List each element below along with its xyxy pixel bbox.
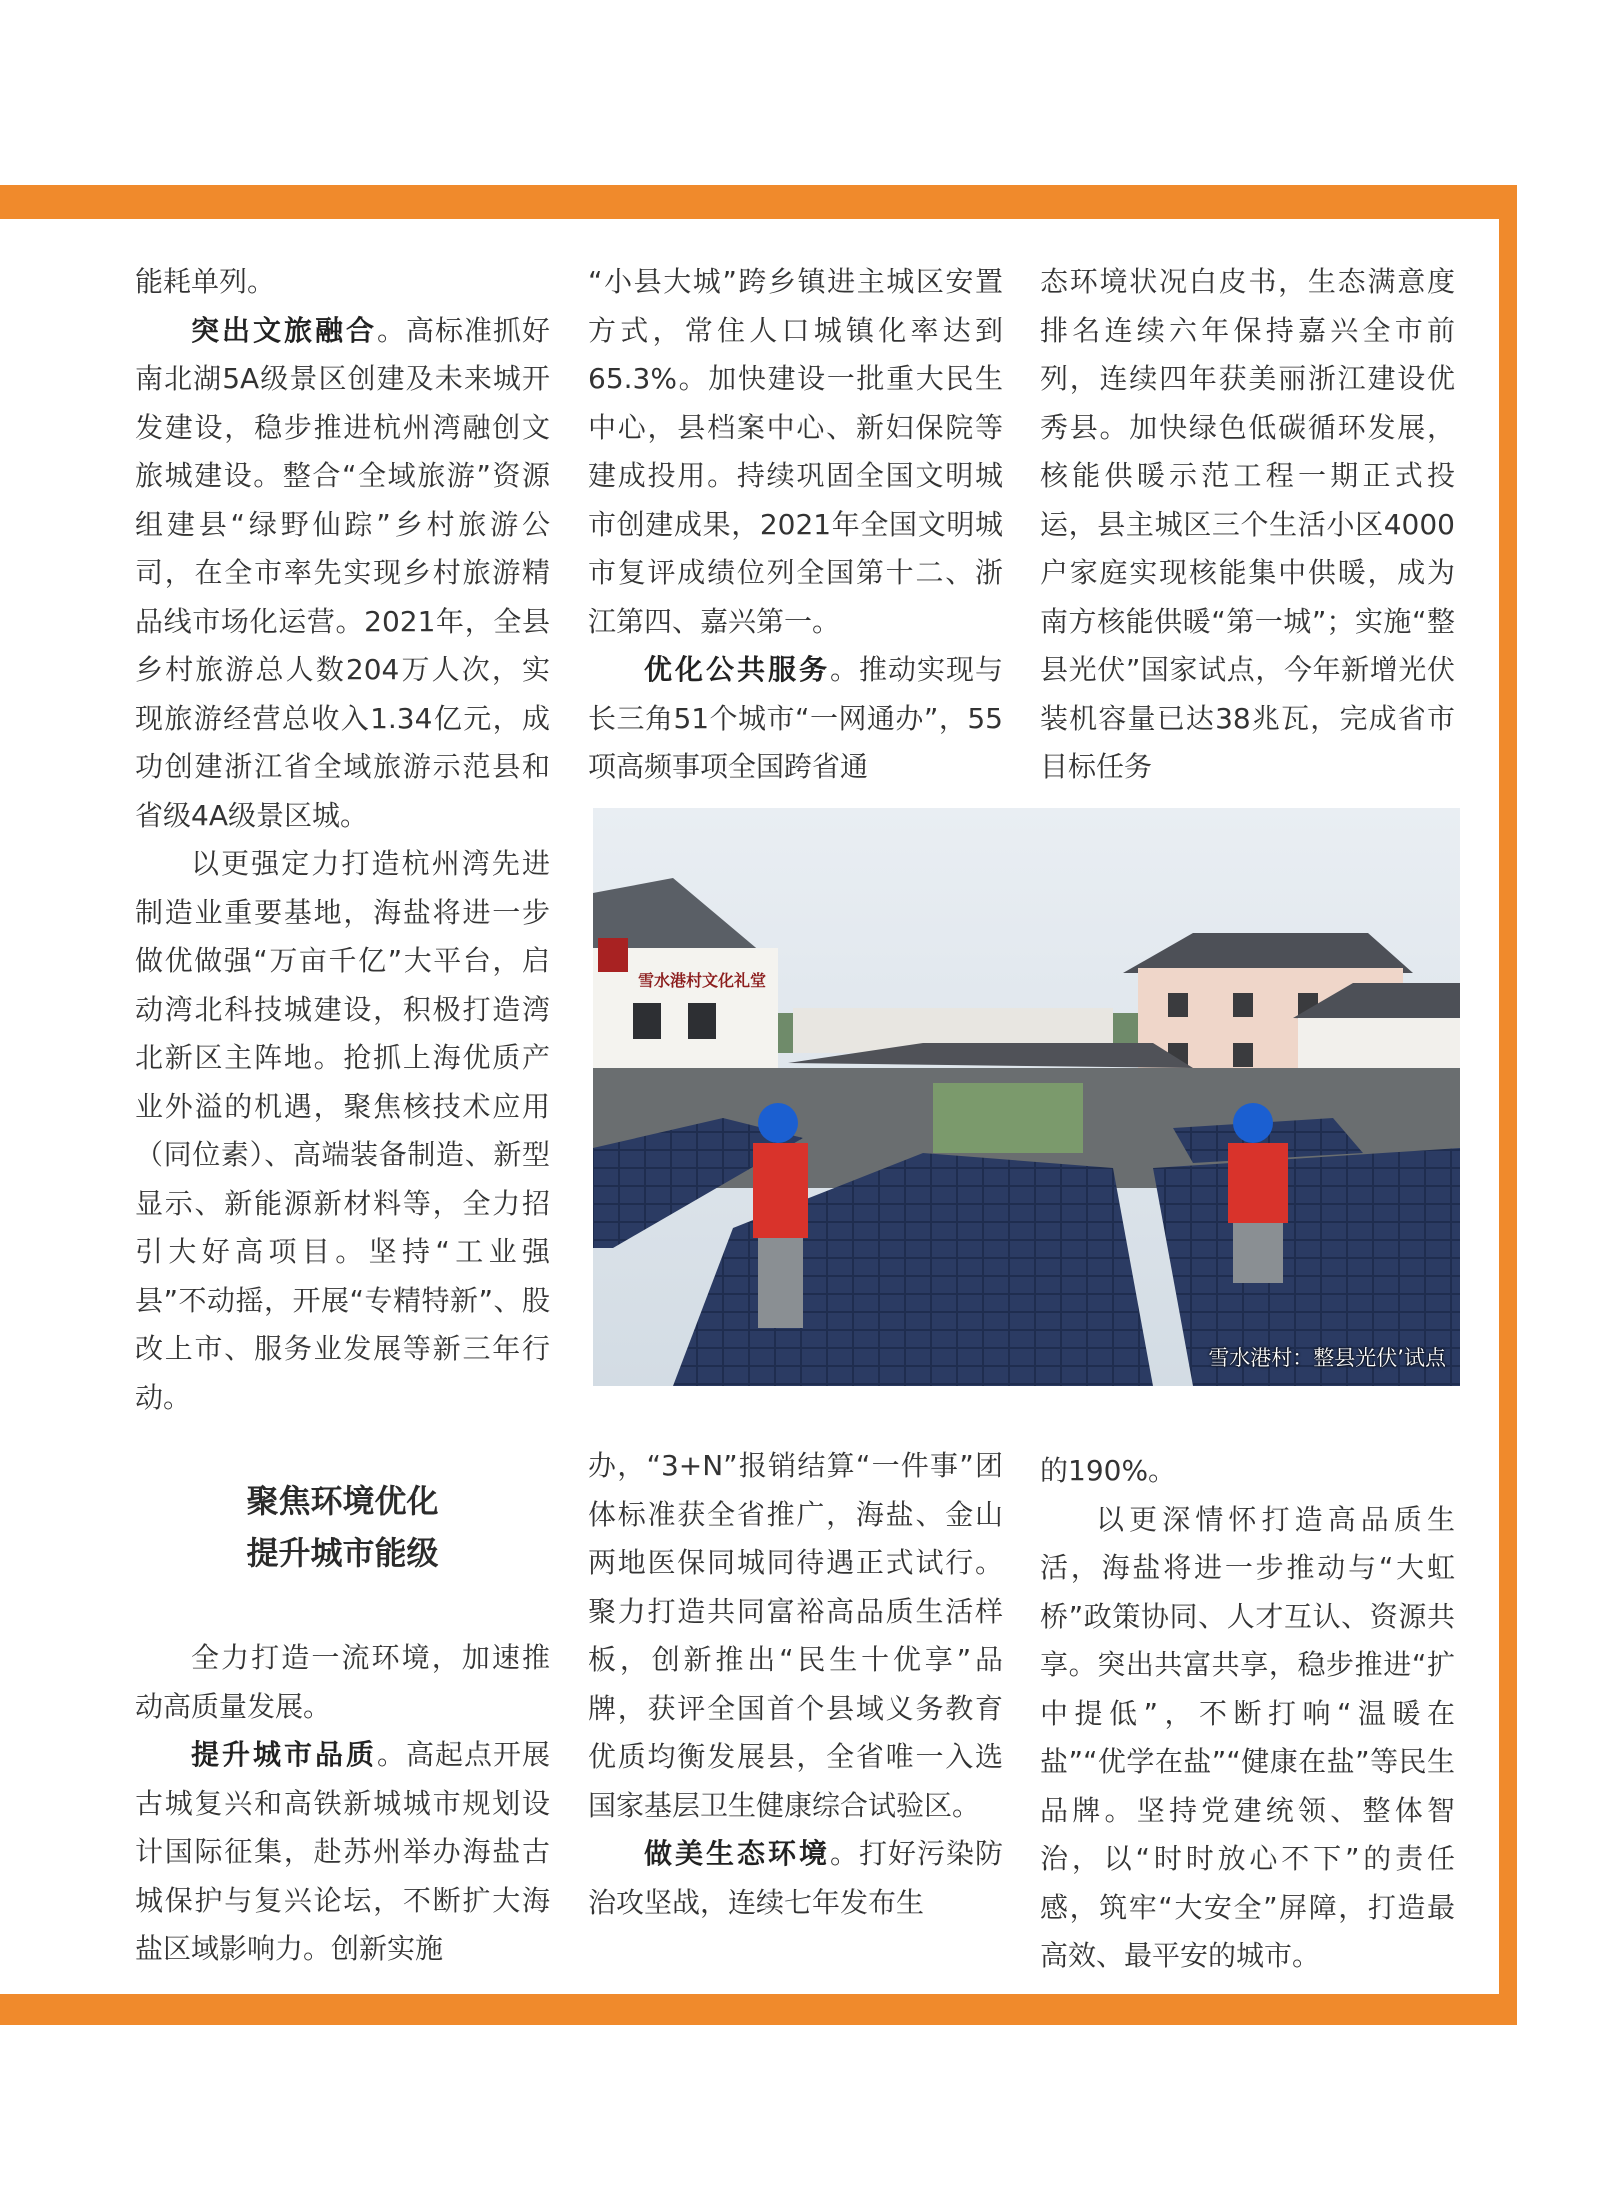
- paragraph: [588, 1830, 1003, 1927]
- paragraph: [588, 646, 1003, 792]
- paragraph: 能耗单列。: [135, 265, 276, 298]
- paragraph: 的190%。: [1040, 1454, 1177, 1487]
- paragraph: 以更强定力打造杭州湾先进制造业重要基地，海盐将进一步做优做强“万亩千亿”大平台，启动湾北科技城建设，积极打造湾北新区主阵地。抢抓上海优质产业外溢的机遇，聚焦核技术应用（同位素）、高端装备制造、新型显示、新能源新材料等，全力招引大好高项目。坚持“工业强县”不动摇，开展“专精特新”、股改上市、服务业发展等新三年行动。: [135, 847, 550, 1414]
- building-sign: 雪水港村文化礼堂: [638, 971, 767, 990]
- column-2-bottom: [588, 1442, 1003, 1927]
- paragraph-text: 。推动实现与长三角51个城市“一网通办”，55项高频事项全国跨省通: [588, 653, 1003, 783]
- lead-in-culture-tourism: 突出文旅融合: [191, 313, 377, 347]
- paragraph: 以更深情怀打造高品质生活，海盐将进一步推动与“大虹桥”政策协同、人才互认、资源共享。突出共富共享，稳步推进“扩中提低”，不断打响“温暖在盐”“优学在盐”“健康在盐”等民生品牌。坚持党建统领、整体智治，以“时时放心不下”的责任感，筑牢“大安全”屏障，打造最高效、最平安的城市。: [1040, 1502, 1455, 1972]
- paragraph-text: 。打好污染防治攻坚战，连续七年发布生: [588, 1837, 1003, 1919]
- paragraph: 态环境状况白皮书，生态满意度排名连续六年保持嘉兴全市前列，连续四年获美丽浙江建设优秀县。加快绿色低碳循环发展，核能供暖示范工程一期正式投运，县主城区三个生活小区4000户家庭实现核能集中供暖，成为南方核能供暖“第一城”；实施“整县光伏”国家试点，今年新增光伏装机容量已达38兆瓦，完成省市目标任务: [1040, 265, 1455, 783]
- section-heading-line-1: 聚焦环境优化: [246, 1482, 439, 1520]
- paragraph: 全力打造一流环境，加速推动高质量发展。: [135, 1641, 550, 1723]
- column-3-top: [1040, 258, 1455, 792]
- photo-illustration: [593, 808, 1460, 1386]
- photo-caption: 雪水港村：整县光伏’试点: [1208, 1346, 1446, 1370]
- column-1-top: [135, 258, 550, 1422]
- paragraph-text: 。高标准抓好南北湖5A级景区创建及未来城开发建设，稳步推进杭州湾融创文旅城建设。整合“全域旅游”资源组建县“绿野仙踪”乡村旅游公司，在全市率先实现乡村旅游精品线市场化运营。2021年，全县乡村旅游总人数204万人次，实现旅游经营总收入1.34亿元，成功创建浙江省全域旅游示范县和省级4A级景区城。: [135, 313, 550, 832]
- section-heading-line-2: 提升城市能级: [246, 1534, 439, 1572]
- column-3-bottom: [1040, 1447, 1455, 1981]
- lead-in-city-quality: 提升城市品质: [191, 1738, 377, 1771]
- paragraph: [135, 1731, 550, 1974]
- paragraph: [135, 307, 550, 841]
- paragraph-text: 。高起点开展古城复兴和高铁新城城市规划设计国际征集，赴苏州举办海盐古城保护与复兴论坛，不断扩大海盐区域影响力。创新实施: [135, 1738, 550, 1965]
- orange-frame-right: [1499, 185, 1517, 2025]
- column-2-top: [588, 258, 1003, 792]
- paragraph: “小县大城”跨乡镇进主城区安置方式，常住人口城镇化率达到65.3%。加快建设一批重大民生中心，县档案中心、新妇保院等建成投用。持续巩固全国文明城市创建成果，2021年全国文明城市复评成绩位列全国第十二、浙江第四、嘉兴第一。: [588, 265, 1003, 638]
- orange-frame-bottom: [0, 1994, 1517, 2025]
- lead-in-public-service: 优化公共服务: [644, 653, 830, 686]
- section-heading: [135, 1475, 550, 1579]
- orange-frame-top: [0, 185, 1517, 219]
- solar-panel-photo: [593, 808, 1460, 1386]
- column-1-bottom: [135, 1634, 550, 1974]
- paragraph: 办，“3+N”报销结算“一件事”团体标准获全省推广，海盐、金山两地医保同城同待遇正式试行。聚力打造共同富裕高品质生活样板，创新推出“民生十优享”品牌，获评全国首个县域义务教育优质均衡发展县，全省唯一入选国家基层卫生健康综合试验区。: [588, 1449, 1003, 1822]
- lead-in-ecology: 做美生态环境: [644, 1837, 830, 1870]
